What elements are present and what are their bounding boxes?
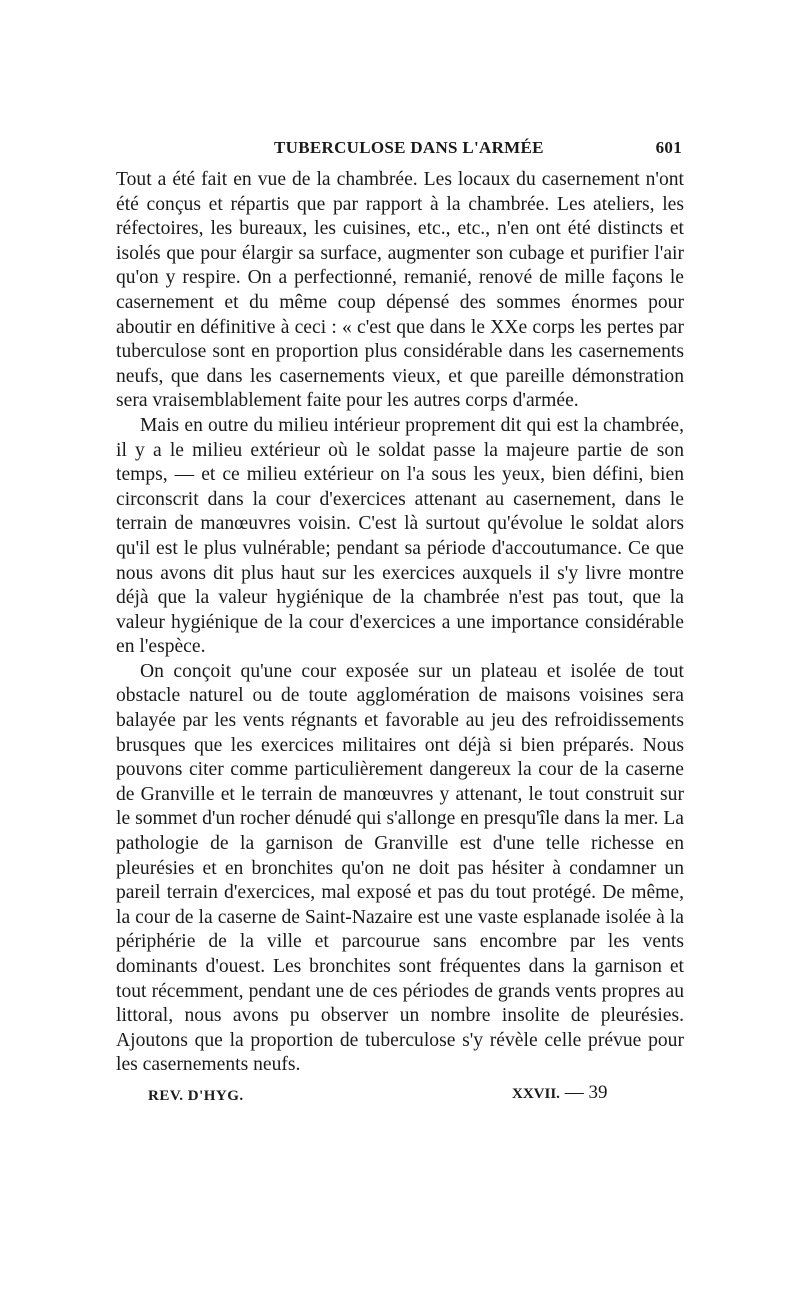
page-number: 601 — [655, 138, 682, 157]
signature-number: 39 — [588, 1081, 608, 1103]
running-header — [116, 138, 684, 168]
signature-dash: — — [564, 1081, 584, 1103]
paragraph-3: On conçoit qu'une cour exposée sur un plateau et isolée de tout obstacle naturel ou de toute agglomération de maisons voisines sera balayée par les vents régnants et favorable au jeu des refroidissements brusques que les exercices militaires ont déjà si bien préparés. Nous pouvons citer comme particulièrement dangereux la cour de la caserne de Granville et le terrain de manœuvres y attenant, le tout construit sur le sommet d'un rocher dénudé qui s'allonge en presqu'île dans la mer. La pathologie de la garnison de Granville est d'une telle richesse en pleurésies et en bronchites qu'on ne doit pas hésiter à condamner un pareil terrain d'exercices, mal exposé et pas du tout protégé. De même, la cour de la caserne de Saint-Nazaire est une vaste esplanade isolée à la périphérie de la ville et parcourue sans encombre par les vents dominants d'ouest. Les bronchites sont fréquentes dans la garnison et tout récemment, pendant une de ces périodes de grands vents propres au littoral, nous avons pu observer un nombre insolite de pleurésies. Ajoutons que la proportion de tuberculose s'y révèle celle prévue pour les casernements neufs. — [116, 660, 684, 1076]
volume-label: XXVII. — [512, 1085, 560, 1102]
body-text — [116, 168, 684, 1078]
running-title: TUBERCULOSE DANS L'ARMÉE — [274, 138, 544, 157]
paragraph-1: Tout a été fait en vue de la chambrée. Les locaux du casernement n'ont été conçus et répartis que par rapport à la chambrée. Les ateliers, les réfectoires, les bureaux, les cuisines, etc., etc., n'en ont été distincts et isolés que pour élargir sa surface, augmenter son cubage et purifier l'air qu'on y respire. On a perfectionné, remanié, renové de mille façons le casernement et du même coup dépensé des sommes énormes pour aboutir en définitive à ceci : « c'est que dans le XXe corps les pertes par tuberculose sont en proportion plus considérable dans les casernements neufs, que dans les casernements vieux, et que pareille démonstration sera vraisemblablement faite pour les autres corps d'armée. — [116, 169, 684, 412]
page-footer — [116, 1082, 684, 1112]
page — [116, 138, 684, 1112]
paragraph-2: Mais en outre du milieu intérieur proprement dit qui est la chambrée, il y a le milieu extérieur où le soldat passe la majeure partie de son temps, — et ce milieu extérieur on l'a sous les yeux, bien défini, bien circonscrit dans la cour d'exercices attenant au casernement, dans le terrain de manœuvres voisin. C'est là surtout qu'évolue le soldat alors qu'il est le plus vulnérable; pendant sa période d'accoutumance. Ce que nous avons dit plus haut sur les exercices auxquels il s'y livre montre déjà que la valeur hygiénique de la chambrée n'est pas tout, que la valeur hygiénique de la cour d'exercices a une importance considérable en l'espèce. — [116, 414, 684, 658]
volume-signature — [512, 1082, 607, 1104]
journal-abbreviation: REV. D'HYG. — [148, 1087, 244, 1104]
